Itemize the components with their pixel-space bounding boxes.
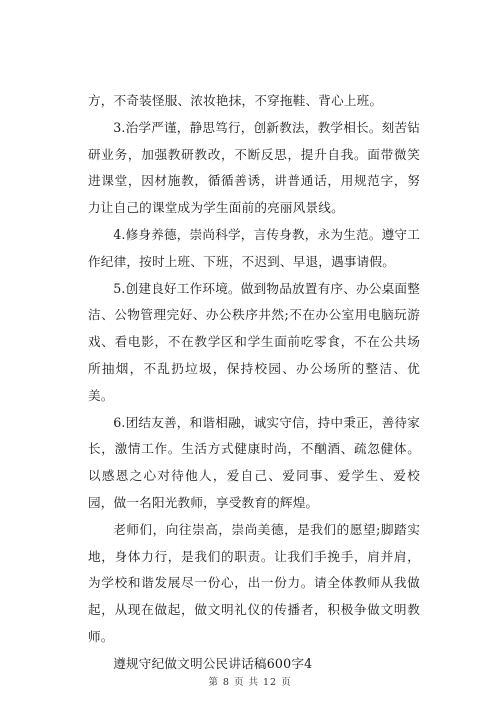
document-body [88,88,420,678]
paragraph-closing: 老师们，向往崇高，崇尚美德，是我们的愿望;脚踏实地，身体力行，是我们的职责。让我们手挽手，肩并肩，为学校和谐发展尽一份心，出一份力。请全体教师从我做起，从现在做起，做文明礼仪的传播者，积极争做文明教师。 [88,521,420,644]
section-heading: 遵规守纪做文明公民讲话稿600字4 [113,655,313,671]
paragraph-item-3: 3.治学严谨，静思笃行，创新教法，教学相长。刻苦钻研业务，加强教研教改，不断反思，提升自我。面带微笑进课堂，因材施教，循循善诱，讲普通话，用规范字，努力让自己的课堂成为学生面前的亮丽风景线。 [88,119,420,216]
paragraph-item-6: 6.团结友善，和谐相融，诚实守信，持中秉正，善待家长，激情工作。生活方式健康时尚，不酗酒、疏忽健体。以感恩之心对待他人，爱自己、爱同事、爱学生、爱校园，做一名阳光教师，享受教育的辉煌。 [88,414,420,510]
page-number-footer: 第 8 页 共 12 页 [208,677,292,688]
paragraph-item-4: 4.修身养德，崇尚科学，言传身教，永为生范。遵守工作纪律，按时上班、下班，不迟到、早退，遇事请假。 [88,226,420,269]
paragraph-item-5: 5.创建良好工作环境。做到物品放置有序、办公桌面整洁、公物管理完好、办公秩序井然;不在办公室用电脑玩游戏、看电影，不在教学区和学生面前吃零食，不在公共场所抽烟，不乱扔垃圾，保持校园、办公场所的整洁、优美。 [88,280,420,403]
paragraph-continuation: 方，不奇装怪服、浓妆艳抹，不穿拖鞋、背心上班。 [88,93,383,108]
